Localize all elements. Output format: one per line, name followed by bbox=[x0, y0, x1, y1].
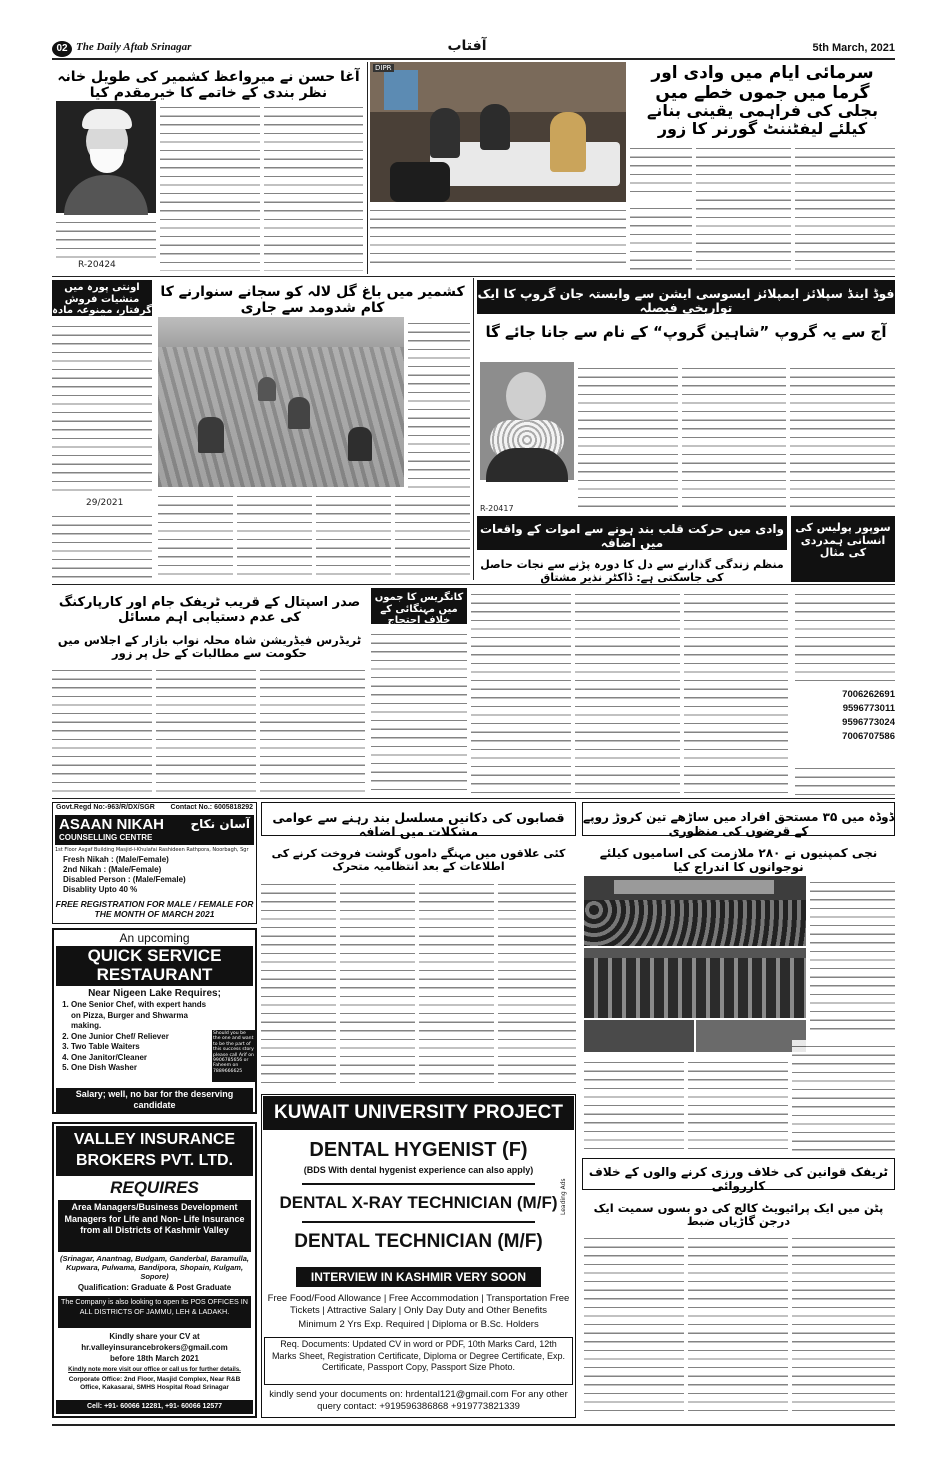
nikah-ad bbox=[52, 802, 257, 924]
tulip-field-photo bbox=[158, 317, 404, 487]
kuwait-ad bbox=[261, 1094, 576, 1418]
event-seats bbox=[584, 958, 806, 1018]
worker-4 bbox=[258, 377, 276, 401]
portrait-shoulders bbox=[64, 175, 148, 215]
logo: آفتاب bbox=[447, 38, 487, 54]
worker-2 bbox=[288, 397, 310, 429]
masthead-rule bbox=[52, 58, 895, 60]
avantipora-body-2 bbox=[52, 510, 152, 580]
valley-requires: REQUIRES bbox=[110, 1178, 199, 1197]
hospital-body-col1 bbox=[52, 664, 152, 796]
hospital-headline: صدر اسپتال کے قریب ٹریفک جام اور کارپارکنگ کی عدم دستیابی اہم مسائل bbox=[58, 595, 361, 625]
portrait-beard bbox=[90, 149, 124, 173]
aga-ref: R-20424 bbox=[78, 260, 116, 270]
hospital-body-col2 bbox=[156, 664, 256, 796]
valley-insurance-ad bbox=[52, 1122, 257, 1418]
police-headline: سوپور پولیس کی انسانی ہمدردی کی مثال bbox=[791, 516, 895, 582]
food-body-col2 bbox=[682, 362, 786, 512]
food-body-col1 bbox=[578, 362, 678, 512]
hospital-body-col3 bbox=[260, 664, 365, 796]
police-phone-1: 7006262691 bbox=[842, 689, 895, 700]
valley-share: Kindly share your CV at bbox=[109, 1332, 200, 1341]
police-body-2 bbox=[795, 762, 895, 796]
restaurant-line4: Near Nigeen Lake Requires; bbox=[88, 988, 221, 999]
dipr-tag: DIPR bbox=[375, 64, 392, 72]
police-phone-2: 9596773011 bbox=[842, 703, 895, 714]
lg-body-col3 bbox=[795, 142, 895, 270]
butchers-body-col4 bbox=[498, 878, 576, 1088]
butchers-body-col1 bbox=[261, 878, 336, 1088]
aga-body-col3 bbox=[264, 101, 363, 271]
aga-portrait bbox=[56, 101, 156, 213]
restaurant-job: 4. One Janitor/Cleaner bbox=[71, 1053, 210, 1064]
restaurant-line3: RESTAURANT bbox=[96, 965, 213, 984]
butchers-body-col2 bbox=[340, 878, 415, 1088]
lg-body-col2 bbox=[696, 142, 791, 270]
heart-headline: وادی میں حرکت قلب بند ہونے سے اموات کے واقعات میں اضافہ bbox=[477, 516, 787, 550]
tulip-body-col2 bbox=[158, 490, 233, 580]
meeting-photo bbox=[370, 62, 626, 202]
restaurant-line1: An upcoming bbox=[119, 931, 190, 945]
lg-headline-line1: سرمائی ایام میں وادی اور گرما میں جموں خطے میں bbox=[651, 63, 874, 103]
row-rule-3 bbox=[52, 798, 895, 799]
lg-body-bottom bbox=[630, 202, 692, 270]
restaurant-ad bbox=[52, 928, 257, 1114]
heart-body-col3 bbox=[684, 588, 788, 796]
restaurant-jobs bbox=[58, 1000, 210, 1074]
tulip-body-col3 bbox=[237, 490, 312, 580]
nikah-banner bbox=[55, 815, 254, 845]
event-crowd bbox=[584, 900, 806, 946]
restaurant-job: 5. One Dish Washer bbox=[71, 1063, 210, 1074]
restaurant-job: 1. One Senior Chef, with expert hands on Pizza, Burger and Shwarma making. bbox=[71, 1000, 210, 1032]
dodi-event-photo-1 bbox=[584, 876, 806, 946]
heart-body-col2 bbox=[575, 588, 680, 796]
tulip-body-col5 bbox=[395, 490, 470, 580]
aga-body-col1 bbox=[56, 216, 156, 258]
nikah-subtitle: COUNSELLING CENTRE bbox=[59, 833, 153, 842]
heart-body-col1 bbox=[471, 588, 571, 796]
restaurant-job: 3. Two Table Waiters bbox=[71, 1042, 210, 1053]
meeting-screen bbox=[384, 70, 418, 110]
portrait-turban bbox=[82, 109, 132, 129]
col-rule bbox=[367, 62, 368, 274]
valley-footer: Kindly note more visit our office or call us for further details. bbox=[68, 1367, 241, 1373]
hospital-subheadline: ٹریڈرس فیڈریشن شاہ محلہ نواب بازار کے اجلاس میں حکومت سے مطالبات کے حل پر زور bbox=[57, 633, 362, 661]
food-portrait bbox=[480, 362, 574, 480]
food-ref: R-20417 bbox=[480, 504, 514, 513]
kuwait-contact: kindly send your documents on: hrdental121@gmail.com For any other query contact: +919596386868 +919773821339 bbox=[269, 1389, 568, 1412]
kuwait-job1: DENTAL HYGENIST (F) bbox=[309, 1139, 528, 1161]
kuwait-title: KUWAIT UNIVERSITY PROJECT bbox=[263, 1096, 574, 1130]
valley-pos: The Company is also looking to open its POS OFFICES IN ALL DISTRICTS OF JAMMU, LEH & LADAKH. bbox=[58, 1296, 251, 1328]
traffic-headline: ٹریفک قوانین کی خلاف ورزی کرنے والوں کے خلاف کارروائی bbox=[582, 1158, 895, 1190]
lg-headline-line2: بجلی کی فراہمی یقینی بنانے کیلئے لیفٹننٹ گورنر کا زور bbox=[647, 101, 878, 139]
nikah-urdu-title: آسان نکاح bbox=[190, 817, 250, 831]
traffic-body-col2 bbox=[688, 1232, 788, 1418]
page-number: 02 bbox=[52, 41, 72, 57]
meeting-person-3 bbox=[430, 108, 460, 158]
aga-body-col2 bbox=[160, 101, 260, 271]
dodi-event-photo-2 bbox=[584, 948, 806, 1018]
field-rows bbox=[158, 347, 404, 487]
col-rule-2 bbox=[473, 278, 474, 580]
restaurant-side-note: Should you be the one and want to be the part of this success story please call Arif on 9906785656 or Faheem on 7889666625 bbox=[212, 1030, 255, 1082]
police-phone-list bbox=[795, 688, 895, 758]
nikah-items bbox=[63, 855, 253, 895]
food-portrait-body bbox=[486, 448, 568, 482]
meeting-caption bbox=[370, 204, 626, 270]
nikah-title: ASAAN NIKAH bbox=[59, 816, 164, 833]
nikah-free-reg: FREE REGISTRATION FOR MALE / FEMALE FOR THE MONTH OF MARCH 2021 bbox=[55, 899, 254, 919]
kuwait-docs: Req. Documents: Updated CV in word or PDF, 10th Marks Card, 12th Marks Sheet, Registration Certificate, Diploma or Degree Certificate, Exp. Certificate, Passport Copy, Passport Size Photo. bbox=[271, 1339, 566, 1372]
nikah-top bbox=[53, 803, 256, 814]
dodi-event-photo-4 bbox=[696, 1020, 806, 1052]
dodi-subheadline: نجی کمپنیوں نے ۲۸۰ ملازمت کی اسامیوں کیلئے نوجوانوں کا اندراج کیا bbox=[599, 846, 878, 874]
tulip-body-col1 bbox=[408, 317, 470, 489]
avantipora-headline: اونتی پورہ میں منشیات فروش گرفتار، ممنوعہ مادہ bbox=[52, 282, 152, 316]
congress-headline: کانگریس کا جموں میں مہنگائی کے خلاف احتجاج bbox=[371, 588, 467, 624]
kuwait-job3: DENTAL TECHNICIAN (M/F) bbox=[294, 1231, 543, 1252]
meeting-person-2 bbox=[480, 104, 510, 150]
tulip-headline: کشمیر میں باغ گل لالہ کو سجانے سنوارنے کا کام شدومد سے جاری bbox=[160, 284, 465, 317]
meeting-person-1 bbox=[550, 112, 586, 172]
dodi-body-col3 bbox=[792, 1040, 895, 1154]
restaurant-line2: QUICK SERVICE bbox=[87, 946, 222, 965]
kuwait-interview: INTERVIEW IN KASHMIR VERY SOON bbox=[296, 1267, 541, 1287]
kuwait-benefits: Free Food/Food Allowance | Free Accommodation | Transportation Free Tickets | Attractive Salary | Only Day Duty and Other Benefits bbox=[267, 1293, 570, 1316]
row-rule-2 bbox=[52, 584, 895, 585]
nikah-item: Fresh Nikah : (Male/Female) bbox=[63, 855, 169, 864]
valley-title1: VALLEY INSURANCE bbox=[73, 1131, 236, 1148]
kuwait-job1-note: (BDS With dental hygenist experience can also apply) bbox=[303, 1165, 534, 1175]
butchers-body-col3 bbox=[419, 878, 494, 1088]
dodi-event-photo-3 bbox=[584, 1020, 694, 1052]
restaurant-salary: Salary; well, no bar for the deserving candidate bbox=[56, 1088, 253, 1112]
valley-cell: Cell: +91- 60066 12281, +91- 60066 12577 bbox=[56, 1400, 253, 1414]
nikah-item: Disablity Upto 40 % bbox=[63, 885, 138, 894]
traffic-body-col1 bbox=[584, 1232, 684, 1418]
kuwait-job2: DENTAL X-RAY TECHNICIAN (M/F) bbox=[279, 1193, 558, 1212]
nikah-address: 1st Floor Asgaf Building Masjid-i-Khulafai Rashideen Rathpora, Noorbagh, Sgr bbox=[55, 847, 249, 853]
dodi-headline: ڈوڈہ میں ۳۵ مستحق افراد میں ساڑھے تین کروڑ روپے کے قرضوں کی منظوری bbox=[582, 802, 895, 836]
nikah-item: Disabled Person : (Male/Female) bbox=[63, 875, 186, 884]
traffic-body-col3 bbox=[792, 1232, 895, 1418]
event-banner bbox=[614, 880, 774, 894]
heart-subheadline: منظم زندگی گذارنے سے دل کا دورہ پڑنے سے نجات حاصل کی جاسکتی ہے: ڈاکٹر نذیر مشتاق bbox=[480, 558, 784, 584]
valley-before: before 18th March 2021 bbox=[110, 1354, 199, 1363]
valley-title2: BROKERS PVT. LTD. bbox=[75, 1152, 234, 1169]
valley-email[interactable]: hr.valleyinsurancebrokers@gmail.com bbox=[81, 1343, 228, 1352]
food-subheadline: آج سے یہ گروپ ”شاہین گروپ“ کے نام سے جانا جائے گا bbox=[485, 323, 887, 341]
tulip-body-col4 bbox=[316, 490, 391, 580]
congress-body bbox=[371, 628, 467, 796]
meeting-chairs bbox=[390, 162, 450, 202]
traffic-subheadline: پٹن میں ایک پرائیویٹ کالج کی دو بسوں سمیت ایک درجن گاڑیاں ضبط bbox=[593, 1201, 884, 1229]
valley-role: Area Managers/Business Development Managers for Life and Non- Life Insurance from all Districts of Kashmir Valley bbox=[58, 1200, 251, 1252]
valley-districts: (Srinagar, Anantnag, Budgam, Ganderbal, Baramulla, Kupwara, Pulwama, Bandipora, Shopain, Kulgam, Sopore) bbox=[60, 1254, 249, 1281]
dodi-body-col1 bbox=[584, 1056, 684, 1154]
worker-3 bbox=[348, 427, 372, 461]
kuwait-divider-2 bbox=[302, 1221, 535, 1223]
police-phone-4: 7006707586 bbox=[842, 731, 895, 742]
avantipora-date: 29/2021 bbox=[86, 498, 124, 508]
aga-headline: آغا حسن نے میرواعظ کشمیر کی طویل خانہ نظر بندی کے خاتمے کا خیرمقدم کیا bbox=[57, 69, 360, 102]
food-body-col3 bbox=[790, 362, 895, 512]
nikah-item: 2nd Nikah : (Male/Female) bbox=[63, 865, 162, 874]
butchers-subheadline: کئی علاقوں میں مہنگے داموں گوشت فروخت کرنے کی اطلاعات کے بعد انتظامیہ متحرک bbox=[271, 847, 566, 873]
valley-banner bbox=[56, 1126, 253, 1176]
food-portrait-face bbox=[506, 372, 546, 420]
lg-body-col1 bbox=[630, 142, 692, 198]
paper-name: The Daily Aftab Srinagar bbox=[76, 41, 192, 53]
dodi-body-right bbox=[810, 876, 895, 1036]
kuwait-side-label: Leading Ads bbox=[560, 1178, 567, 1215]
police-body-1 bbox=[795, 588, 895, 684]
issue-date: 5th March, 2021 bbox=[812, 42, 895, 54]
police-phone-3: 9596773024 bbox=[842, 717, 895, 728]
restaurant-job: 2. One Junior Chef/ Reliever bbox=[71, 1032, 210, 1043]
kuwait-divider bbox=[302, 1183, 535, 1185]
worker-1 bbox=[198, 417, 224, 453]
butchers-headline: قصابوں کی دکانیں مسلسل بند رہنے سے عوامی مشکلات میں اضافہ bbox=[261, 802, 576, 836]
valley-corp: Corporate Office: 2nd Floor, Masjid Complex, Near R&B Office, Kakasarai, SMHS Hospital Road Srinagar bbox=[68, 1376, 241, 1391]
row-rule-1 bbox=[52, 276, 895, 277]
avantipora-body bbox=[52, 320, 152, 496]
nikah-reg: Govt.Regd No:-963/R/DX/SGR bbox=[56, 804, 155, 811]
dodi-body-col2 bbox=[688, 1056, 788, 1154]
restaurant-banner bbox=[56, 946, 253, 986]
masthead bbox=[52, 40, 895, 59]
nikah-contact: Contact No.: 6005818292 bbox=[170, 804, 253, 811]
valley-qualification: Qualification: Graduate & Post Graduate bbox=[77, 1283, 232, 1292]
footer-rule bbox=[52, 1424, 895, 1426]
kuwait-docs-box bbox=[264, 1337, 573, 1385]
food-headline: فوڈ اینڈ سپلائز ایمپلائز ایسوسی ایشن سے وابستہ جان گروپ کا ایک تواریخی فیصلہ bbox=[477, 280, 895, 314]
kuwait-min: Minimum 2 Yrs Exp. Required | Diploma or B.Sc. Holders bbox=[298, 1319, 539, 1330]
